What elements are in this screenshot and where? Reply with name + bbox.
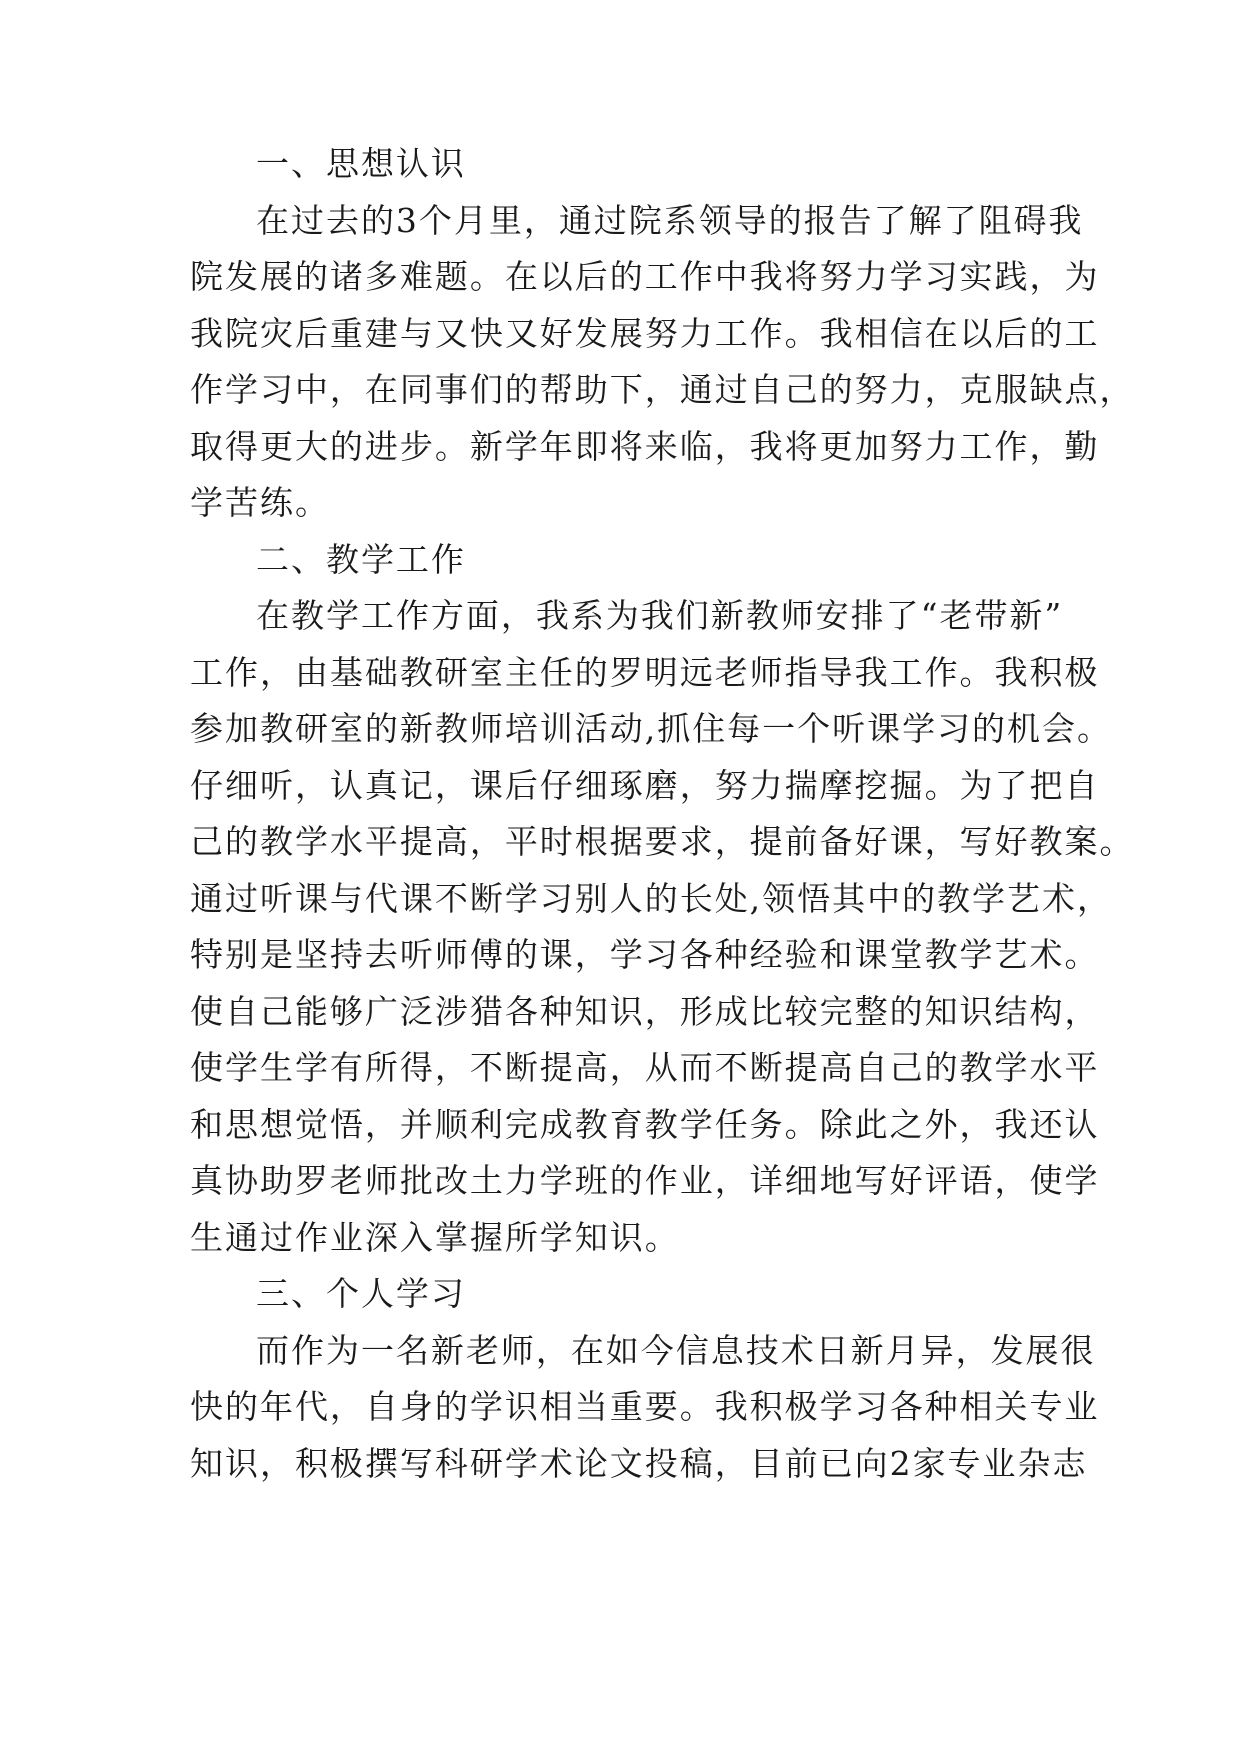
paragraph-line: 在过去的3个月里，通过院系领导的报告了解了阻碍我 <box>256 201 1084 240</box>
paragraph-line: 真协助罗老师批改土力学班的作业，详细地写好评语，使学 <box>190 1161 1100 1200</box>
paragraph-line: 工作，由基础教研室主任的罗明远老师指导我工作。我积极 <box>190 653 1100 692</box>
paragraph-line: 学苦练。 <box>190 483 330 522</box>
paragraph-line: 通过听课与代课不断学习别人的长处,领悟其中的教学艺术， <box>190 879 1112 918</box>
paragraph-line: 而作为一名新老师，在如今信息技术日新月异，发展很 <box>256 1331 1096 1370</box>
paragraph-line: 在教学工作方面，我系为我们新教师安排了“老带新” <box>256 596 1064 635</box>
paragraph-line: 院发展的诸多难题。在以后的工作中我将努力学习实践，为 <box>190 257 1100 296</box>
paragraph-line: 使自己能够广泛涉猎各种知识，形成比较完整的知识结构， <box>190 992 1100 1031</box>
paragraph-line: 使学生学有所得，不断提高，从而不断提高自己的教学水平 <box>190 1048 1100 1087</box>
paragraph-line: 生通过作业深入掌握所学知识。 <box>190 1218 680 1257</box>
section-heading-1: 一、思想认识 <box>256 144 466 183</box>
paragraph-line: 快的年代，自身的学识相当重要。我积极学习各种相关专业 <box>190 1387 1100 1426</box>
paragraph-line: 和思想觉悟，并顺利完成教育教学任务。除此之外，我还认 <box>190 1105 1100 1144</box>
paragraph-line: 己的教学水平提高，平时根据要求，提前备好课，写好教案。 <box>190 822 1135 861</box>
paragraph-line: 取得更大的进步。新学年即将来临，我将更加努力工作，勤 <box>190 427 1100 466</box>
paragraph-line: 仔细听，认真记，课后仔细琢磨，努力揣摩挖掘。为了把自 <box>190 766 1100 805</box>
paragraph-line: 特别是坚持去听师傅的课，学习各种经验和课堂教学艺术。 <box>190 935 1100 974</box>
section-heading-2: 二、教学工作 <box>256 540 466 579</box>
paragraph-line: 我院灾后重建与又快又好发展努力工作。我相信在以后的工 <box>190 314 1100 353</box>
paragraph-line: 参加教研室的新教师培训活动,抓住每一个听课学习的机会。 <box>190 709 1112 748</box>
paragraph-line: 知识，积极撰写科研学术论文投稿，目前已向2家专业杂志 <box>190 1444 1088 1483</box>
section-heading-3: 三、个人学习 <box>256 1274 466 1313</box>
paragraph-line: 作学习中，在同事们的帮助下，通过自己的努力，克服缺点， <box>190 370 1135 409</box>
